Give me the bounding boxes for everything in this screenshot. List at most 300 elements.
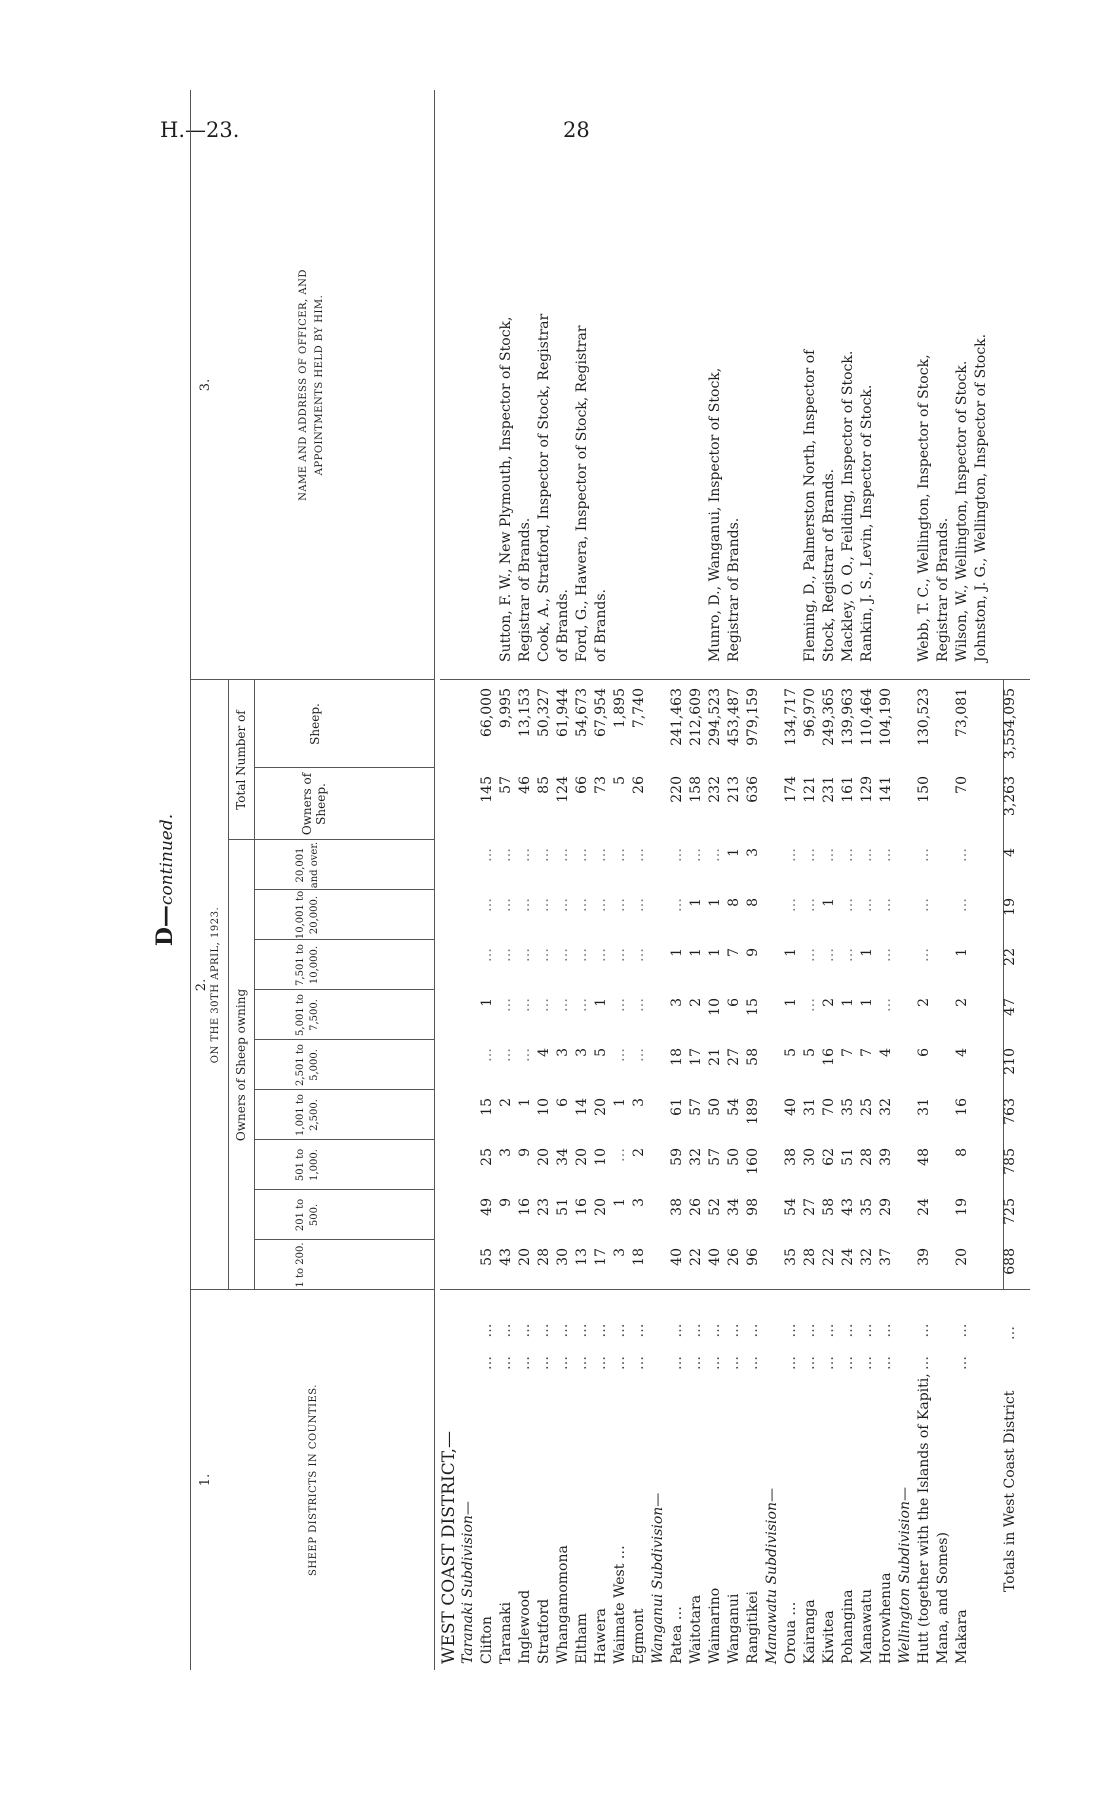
cell-value: 160: [745, 1148, 761, 1175]
cell-value: 9: [517, 1148, 533, 1157]
cell-value: 34: [726, 1198, 742, 1216]
cell-value: 30: [802, 1148, 818, 1166]
county-name: Hawera: [593, 1608, 609, 1664]
cell-value: 121: [802, 776, 818, 803]
cell-value: 28: [536, 1248, 552, 1266]
cell-value: 6: [555, 1098, 571, 1107]
cell-value: 20: [574, 1148, 590, 1166]
county-name: Wanganui: [726, 1593, 742, 1664]
cell-value: 1: [707, 948, 723, 957]
officer-text: Wilson, W., Wellington, Inspector of Stock.: [954, 360, 970, 662]
leader-dots: … …: [859, 1316, 875, 1370]
cell-value: 189: [745, 1098, 761, 1125]
county-name: Pohangina: [840, 1589, 856, 1664]
totals-row: [1001, 90, 1020, 1670]
district-name: WEST COAST DISTRICT,—: [439, 1431, 459, 1664]
range-header: 10,001 to 20,000.: [295, 890, 320, 940]
cell-value: …: [612, 848, 628, 862]
cell-value: 210: [1002, 1048, 1018, 1075]
officer-text: Webb, T. C., Wellington, Inspector of Stock,: [916, 354, 932, 662]
cell-value: …: [612, 998, 628, 1012]
leader-dots: … …: [726, 1316, 742, 1370]
cell-value: …: [555, 948, 571, 962]
cell-value: 636: [745, 776, 761, 803]
cell-value: 43: [498, 1248, 514, 1266]
col3-title-line2: APPOINTMENTS HELD BY HIM.: [314, 294, 325, 476]
leader-dots: … …: [688, 1316, 704, 1370]
cell-value: …: [517, 848, 533, 862]
cell-value: 241,463: [669, 688, 685, 746]
col1-number: 1.: [198, 1473, 213, 1487]
cell-value: …: [916, 948, 932, 962]
cell-value: …: [878, 898, 894, 912]
cell-value: …: [783, 848, 799, 862]
cell-value: 7: [726, 948, 742, 957]
cell-value: 19: [954, 1198, 970, 1216]
cell-value: 1: [783, 998, 799, 1007]
cell-value: 39: [878, 1148, 894, 1166]
cell-value: 8: [954, 1148, 970, 1157]
table-row: [573, 90, 592, 1670]
cell-value: 174: [783, 776, 799, 803]
cell-value: …: [517, 998, 533, 1012]
cell-value: 1: [859, 998, 875, 1007]
table-row: [611, 90, 630, 1670]
cell-value: …: [802, 898, 818, 912]
cell-value: 35: [859, 1198, 875, 1216]
leader-dots: … …: [954, 1316, 970, 1370]
cell-value: 24: [916, 1198, 932, 1216]
officer-text: of Brands.: [593, 588, 609, 662]
county-name: Totals in West Coast District: [1002, 1390, 1018, 1592]
cell-value: 3: [498, 1148, 514, 1157]
range-header: 20,001 and over.: [295, 841, 320, 889]
cell-value: 9,995: [498, 688, 514, 729]
leader-dots: … …: [783, 1316, 799, 1370]
cell-value: …: [498, 948, 514, 962]
report-reference: H.—23.: [160, 118, 240, 142]
range-header: 1 to 200.: [295, 1242, 306, 1288]
cell-value: …: [498, 898, 514, 912]
county-name: Hutt (together with the Islands of Kapiti,: [916, 1373, 932, 1664]
cell-value: 57: [498, 776, 514, 794]
sheep-header: Sheep.: [308, 703, 322, 745]
cell-value: …: [612, 1048, 628, 1062]
cell-value: 51: [555, 1198, 571, 1216]
county-name: Kairanga: [802, 1599, 818, 1664]
cell-value: 73,081: [954, 688, 970, 737]
county-name: Clifton: [479, 1616, 495, 1664]
officer-text: Rankin, J. S., Levin, Inspector of Stock.: [859, 384, 875, 662]
county-name: Egmont: [631, 1608, 647, 1664]
officer-text: Registrar of Brands.: [726, 517, 742, 662]
cell-value: 5: [612, 776, 628, 785]
cell-value: 6: [916, 1048, 932, 1057]
cell-value: 1: [726, 848, 742, 857]
cell-value: 4: [1002, 848, 1018, 857]
cell-value: 57: [688, 1098, 704, 1116]
cell-value: 124: [555, 776, 571, 803]
cell-value: 979,159: [745, 688, 761, 746]
cell-value: 38: [669, 1198, 685, 1216]
cell-value: 54: [783, 1198, 799, 1216]
cell-value: 220: [669, 776, 685, 803]
cell-value: …: [840, 848, 856, 862]
table-row: [535, 90, 554, 1670]
leader-dots: … …: [669, 1316, 685, 1370]
cell-value: 4: [536, 1048, 552, 1057]
cell-value: 70: [821, 1098, 837, 1116]
cell-value: 54,673: [574, 688, 590, 737]
cell-value: 28: [802, 1248, 818, 1266]
cell-value: 49: [479, 1198, 495, 1216]
col1-title: SHEEP DISTRICTS IN COUNTIES.: [308, 1384, 319, 1576]
cell-value: 16: [821, 1048, 837, 1066]
cell-value: 725: [1002, 1198, 1018, 1225]
subdivision-name: Wanganui Subdivision—: [650, 1492, 666, 1664]
cell-value: 9: [745, 948, 761, 957]
col3-number: 3.: [198, 378, 213, 392]
county-name: Whangamomona: [555, 1545, 571, 1664]
cell-value: …: [574, 898, 590, 912]
cell-value: 31: [916, 1098, 932, 1116]
cell-value: …: [593, 948, 609, 962]
page-number: 28: [563, 118, 590, 142]
cell-value: 19: [1002, 898, 1018, 916]
officer-text: Fleming, D., Palmerston North, Inspector of: [802, 349, 818, 662]
table-row: [763, 90, 782, 1670]
officer-text: Munro, D., Wanganui, Inspector of Stock,: [707, 367, 723, 662]
cell-value: 231: [821, 776, 837, 803]
leader-dots: … …: [840, 1316, 856, 1370]
county-name: Mana, and Somes): [935, 1532, 951, 1664]
cell-value: 17: [688, 1048, 704, 1066]
cell-value: 35: [840, 1098, 856, 1116]
cell-value: 1: [783, 948, 799, 957]
cell-value: 46: [517, 776, 533, 794]
cell-value: …: [916, 898, 932, 912]
county-name: Stratford: [536, 1598, 552, 1664]
leader-dots: … …: [916, 1316, 932, 1370]
county-name: Kiwitea: [821, 1610, 837, 1664]
cell-value: 139,963: [840, 688, 856, 746]
table-row: [554, 90, 573, 1670]
cell-value: 22: [688, 1248, 704, 1266]
cell-value: …: [536, 898, 552, 912]
cell-value: …: [593, 848, 609, 862]
col2-number: 2.: [194, 978, 209, 992]
range-header: 501 to 1,000.: [295, 1148, 320, 1182]
cell-value: …: [612, 948, 628, 962]
leader-dots: … …: [631, 1316, 647, 1370]
officer-text: of Brands.: [555, 588, 571, 662]
cell-value: 3: [574, 1048, 590, 1057]
cell-value: 688: [1002, 1248, 1018, 1275]
cell-value: 32: [688, 1148, 704, 1166]
table-row: [706, 90, 725, 1670]
cell-value: …: [859, 848, 875, 862]
cell-value: 25: [479, 1148, 495, 1166]
cell-value: 40: [707, 1248, 723, 1266]
cell-value: 5: [593, 1048, 609, 1057]
cell-value: …: [517, 898, 533, 912]
owners-of-sheep-header: Owners of Sheep.: [300, 772, 328, 836]
cell-value: 1: [669, 948, 685, 957]
county-name: Waitotara: [688, 1594, 704, 1664]
col3-title-line1: NAME AND ADDRESS OF OFFICER, AND: [298, 269, 309, 501]
cell-value: …: [555, 898, 571, 912]
cell-value: 158: [688, 776, 704, 803]
cell-value: 150: [916, 776, 932, 803]
cell-value: 2: [498, 1098, 514, 1107]
cell-value: 50: [707, 1098, 723, 1116]
cell-value: 52: [707, 1198, 723, 1216]
cell-value: 21: [707, 1048, 723, 1066]
table-row: [687, 90, 706, 1670]
cell-value: …: [631, 948, 647, 962]
cell-value: 249,365: [821, 688, 837, 746]
table-row: [744, 90, 763, 1670]
cell-value: …: [555, 848, 571, 862]
cell-value: …: [840, 898, 856, 912]
cell-value: …: [821, 948, 837, 962]
cell-value: 6: [726, 998, 742, 1007]
cell-value: 85: [536, 776, 552, 794]
cell-value: 5: [783, 1048, 799, 1057]
leader-dots: … …: [574, 1316, 590, 1370]
table-row: [839, 90, 858, 1670]
cell-value: …: [821, 848, 837, 862]
cell-value: 43: [840, 1198, 856, 1216]
cell-value: 26: [631, 776, 647, 794]
cell-value: 47: [1002, 998, 1018, 1016]
range-header: 1,001 to 2,500.: [295, 1094, 320, 1136]
cell-value: …: [859, 898, 875, 912]
cell-value: 32: [878, 1098, 894, 1116]
cell-value: …: [878, 948, 894, 962]
table-row: [649, 90, 668, 1670]
cell-value: 2: [916, 998, 932, 1007]
leader-dots: … …: [821, 1316, 837, 1370]
cell-value: 58: [821, 1198, 837, 1216]
cell-value: 453,487: [726, 688, 742, 746]
cell-value: …: [916, 848, 932, 862]
cell-value: 3,263: [1002, 776, 1018, 817]
cell-value: 37: [878, 1248, 894, 1266]
cell-value: 1: [593, 998, 609, 1007]
range-header: 201 to 500.: [295, 1198, 320, 1232]
cell-value: 2: [688, 998, 704, 1007]
cell-value: 28: [859, 1148, 875, 1166]
cell-value: …: [878, 848, 894, 862]
officer-text: Cook, A., Stratford, Inspector of Stock, Registrar: [536, 313, 552, 662]
table-row: [440, 90, 459, 1670]
cell-value: 35: [783, 1248, 799, 1266]
cell-value: 16: [517, 1198, 533, 1216]
table-row: [934, 90, 953, 1670]
cell-value: 55: [479, 1248, 495, 1266]
leader-dots: …: [1002, 1319, 1018, 1340]
county-name: Oroua …: [783, 1601, 799, 1664]
owners-group-title: Owners of Sheep owning: [234, 988, 248, 1142]
cell-value: 38: [783, 1148, 799, 1166]
table-row: [478, 90, 497, 1670]
county-name: Inglewood: [517, 1589, 533, 1664]
county-name: Makara: [954, 1609, 970, 1664]
cell-value: 20: [517, 1248, 533, 1266]
cell-value: 3: [612, 1248, 628, 1257]
table-row: [801, 90, 820, 1670]
cell-value: 7: [840, 1048, 856, 1057]
cell-value: 4: [954, 1048, 970, 1057]
table-row: [725, 90, 744, 1670]
cell-value: 1: [688, 898, 704, 907]
cell-value: 13,153: [517, 688, 533, 737]
cell-value: …: [669, 848, 685, 862]
cell-value: 1: [840, 998, 856, 1007]
cell-value: 10: [536, 1098, 552, 1116]
cell-value: 763: [1002, 1098, 1018, 1125]
cell-value: 213: [726, 776, 742, 803]
table-row: [668, 90, 687, 1670]
cell-value: 34: [555, 1148, 571, 1166]
leader-dots: … …: [707, 1316, 723, 1370]
cell-value: 24: [840, 1248, 856, 1266]
cell-value: 1: [517, 1098, 533, 1107]
table-row: [630, 90, 649, 1670]
cell-value: 2: [631, 1148, 647, 1157]
cell-value: 57: [707, 1148, 723, 1166]
cell-value: …: [555, 998, 571, 1012]
table-row: [953, 90, 972, 1670]
cell-value: 66,000: [479, 688, 495, 737]
leader-dots: … …: [802, 1316, 818, 1370]
cell-value: …: [631, 848, 647, 862]
cell-value: 8: [745, 898, 761, 907]
cell-value: 18: [631, 1248, 647, 1266]
cell-value: …: [802, 948, 818, 962]
cell-value: …: [479, 1048, 495, 1062]
cell-value: 98: [745, 1198, 761, 1216]
cell-value: 13: [574, 1248, 590, 1266]
cell-value: 20: [593, 1198, 609, 1216]
cell-value: 3: [631, 1098, 647, 1107]
table-row: [516, 90, 535, 1670]
officer-text: Johnston, J. G., Wellington, Inspector of Stock.: [973, 333, 989, 662]
cell-value: 1: [859, 948, 875, 957]
cell-value: …: [802, 998, 818, 1012]
cell-value: 50: [726, 1148, 742, 1166]
cell-value: 96: [745, 1248, 761, 1266]
subdivision-name: Taranaki Subdivision—: [460, 1501, 476, 1664]
cell-value: …: [707, 848, 723, 862]
cell-value: …: [612, 1148, 628, 1162]
cell-value: 22: [1002, 948, 1018, 966]
continued-heading: D—continued.: [152, 813, 178, 947]
table-row: [592, 90, 611, 1670]
cell-value: 3: [669, 998, 685, 1007]
cell-value: 26: [688, 1198, 704, 1216]
cell-value: …: [536, 848, 552, 862]
cell-value: …: [954, 848, 970, 862]
county-name: Taranaki: [498, 1602, 514, 1664]
col2-date: ON THE 30TH APRIL, 1923.: [210, 906, 221, 1064]
cell-value: 1: [707, 898, 723, 907]
cell-value: 51: [840, 1148, 856, 1166]
subdivision-name: Manawatu Subdivision—: [764, 1488, 780, 1664]
county-name: Waimarino: [707, 1587, 723, 1664]
totals-group-title: Total Number of: [234, 710, 248, 810]
cell-value: 70: [954, 776, 970, 794]
cell-value: …: [631, 998, 647, 1012]
cell-value: 3,554,095: [1002, 688, 1018, 760]
cell-value: …: [802, 848, 818, 862]
county-name: Horowhenua: [878, 1572, 894, 1664]
cell-value: 8: [726, 898, 742, 907]
table-body: [440, 90, 1020, 1670]
cell-value: 141: [878, 776, 894, 803]
table-row: [782, 90, 801, 1670]
cell-value: …: [479, 948, 495, 962]
table-row: [915, 90, 934, 1670]
cell-value: …: [631, 1048, 647, 1062]
officer-text: Registrar of Brands.: [517, 517, 533, 662]
cell-value: …: [479, 898, 495, 912]
range-header: 7,501 to 10,000.: [295, 944, 320, 986]
cell-value: 27: [726, 1048, 742, 1066]
cell-value: 66: [574, 776, 590, 794]
subdivision-name: Wellington Subdivision—: [897, 1487, 913, 1664]
leader-dots: … …: [517, 1316, 533, 1370]
cell-value: 31: [802, 1098, 818, 1116]
cell-value: 30: [555, 1248, 571, 1266]
leader-dots: … …: [878, 1316, 894, 1370]
officer-text: Sutton, F. W., New Plymouth, Inspector of Stock,: [498, 316, 514, 662]
cell-value: 20: [954, 1248, 970, 1266]
county-name: Manawatu: [859, 1588, 875, 1664]
cell-value: …: [574, 998, 590, 1012]
range-header: 5,001 to 7,500.: [295, 994, 320, 1036]
cell-value: 54: [726, 1098, 742, 1116]
cell-value: 26: [726, 1248, 742, 1266]
cell-value: 20: [536, 1148, 552, 1166]
rotated-table: [98, 90, 1018, 1670]
cell-value: 73: [593, 776, 609, 794]
cell-value: 96,970: [802, 688, 818, 737]
cell-value: 59: [669, 1148, 685, 1166]
cell-value: 40: [783, 1098, 799, 1116]
cell-value: …: [574, 848, 590, 862]
cell-value: 23: [536, 1198, 552, 1216]
cell-value: 20: [593, 1098, 609, 1116]
leader-dots: … …: [612, 1316, 628, 1370]
cell-value: 10: [593, 1148, 609, 1166]
county-name: Rangitikei: [745, 1590, 761, 1664]
cell-value: 15: [479, 1098, 495, 1116]
cell-value: 16: [954, 1098, 970, 1116]
cell-value: …: [612, 898, 628, 912]
cell-value: …: [536, 948, 552, 962]
cell-value: 3: [745, 848, 761, 857]
cell-value: …: [631, 898, 647, 912]
officer-text: Ford, G., Hawera, Inspector of Stock, Registrar: [574, 325, 590, 662]
county-name: Eltham: [574, 1613, 590, 1664]
cell-value: 130,523: [916, 688, 932, 746]
county-name: Waimate West …: [612, 1545, 628, 1664]
cell-value: 1,895: [612, 688, 628, 729]
cell-value: 129: [859, 776, 875, 803]
cell-value: 785: [1002, 1148, 1018, 1175]
